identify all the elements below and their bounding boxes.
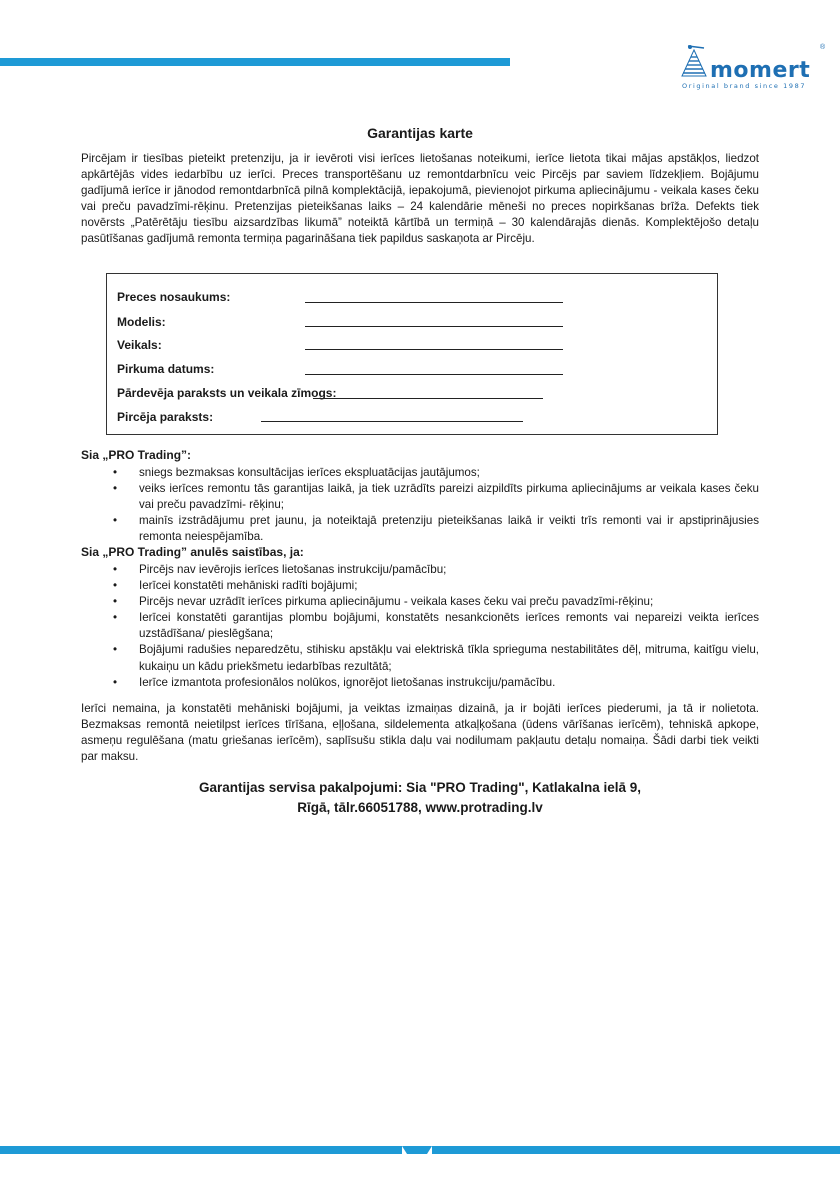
list-item <box>81 578 759 594</box>
bullet-icon: • <box>113 563 118 576</box>
model-label: Modelis: <box>117 315 166 329</box>
buyer-signature-field[interactable] <box>261 421 523 422</box>
list-item-text: veiks ierīces remontu tās garantijas laikā, ja tiek uzrādīts pareizi aizpildīts pirkuma apliecinājums ar veikala kases čeku vai preču pavadzīmi- rēķinu; <box>139 482 759 512</box>
list-item-text: Ierīcei konstatēti mehāniski radīti bojājumi; <box>139 579 358 593</box>
bullet-icon: • <box>113 643 118 657</box>
footer-accent-bar-left <box>0 1146 402 1154</box>
bullet-icon: • <box>113 611 118 625</box>
list-item-text: Pircējs nevar uzrādīt ierīces pirkuma apliecinājumu - veikala kases čeku vai preču pavadzīmi-rēķinu; <box>139 595 654 609</box>
cancel-heading: Sia „PRO Trading” anulēs saistības, ja: <box>81 545 304 559</box>
list-item-text: Ierīce izmantota profesionālos nolūkos, ignorējot lietošanas instrukciju/pamācību. <box>139 675 556 689</box>
service-line-2: Rīgā, tālr.66051788, www.protrading.lv <box>297 800 543 815</box>
purchase-date-field[interactable] <box>305 374 563 375</box>
momert-logo <box>674 42 826 94</box>
bullet-icon: • <box>113 595 118 609</box>
product-name-label: Preces nosaukums: <box>117 290 231 304</box>
page-tab-shape <box>402 1146 432 1154</box>
warranty-form <box>106 273 718 435</box>
footer-paragraph: Ierīci nemaina, ja konstatēti mehāniski bojājumi, ja veiktas izmaiņas dizainā, ja ir bojāti ierīces piederumi, ja tā ir nolietota. Bezmaksas remontā neietilpst ierīces tīrīšana, eļļošana, sildelementa atkaļķošana (ūdens vārīšanas ierīcēm), tehniskā apkope, asmeņu regulēšana (matu griešanas ierīcēm), saplīsušu stikla daļu vai nodilumam pakļautu detaļu nomaiņa. Šādi darbi tiek veikti par maksu. <box>81 702 759 764</box>
list-item <box>81 642 759 674</box>
seller-signature-field[interactable] <box>313 398 543 399</box>
list-item <box>81 594 759 610</box>
model-field[interactable] <box>305 326 563 327</box>
obligations-heading: Sia „PRO Trading”: <box>81 448 192 462</box>
list-item-text: sniegs bezmaksas konsultācijas ierīces ekspluatācijas jautājumos; <box>139 466 480 479</box>
bullet-icon: • <box>113 514 118 528</box>
list-item <box>81 675 759 691</box>
service-info <box>0 778 840 818</box>
list-item-text: Pircējs nav ievērojis ierīces lietošanas instrukciju/pamācību; <box>139 563 447 576</box>
purchase-date-label: Pirkuma datums: <box>117 362 215 376</box>
obligations-list <box>81 465 759 545</box>
logo-registered-mark: ® <box>820 44 826 51</box>
cancel-conditions-list <box>81 562 759 691</box>
bullet-icon: • <box>113 466 118 479</box>
header-accent-bar <box>0 58 510 66</box>
logo-wordmark: momert <box>710 58 811 83</box>
bullet-icon: • <box>113 675 118 689</box>
logo-tagline: Original brand since 1987 <box>682 82 807 90</box>
bullet-icon: • <box>113 579 118 593</box>
list-item-text: mainīs izstrādājumu pret jaunu, ja noteiktajā pretenziju pieteikšanas laikā ir veikti trīs remonti vai ir apstiprinājusies remonta neiespējamība. <box>139 514 759 544</box>
buyer-signature-label: Pircēja paraksts: <box>117 410 214 424</box>
shop-label: Veikals: <box>117 338 162 352</box>
list-item <box>81 610 759 642</box>
footer-accent-bar-right <box>432 1146 840 1154</box>
shop-field[interactable] <box>305 349 563 350</box>
pyramid-icon <box>674 42 714 82</box>
list-item-text: Bojājumi radušies neparedzētu, stihisku apstākļu vai elektriskā tīkla sprieguma nestabilitātes dēļ, mitruma, kaitīgu vielu, kukaiņu un kādu priekšmetu iedarbības rezultātā; <box>139 643 759 673</box>
page-title: Garantijas karte <box>367 125 473 141</box>
bullet-icon: • <box>113 482 118 496</box>
intro-paragraph: Pircējam ir tiesības pieteikt pretenziju, ja ir ievēroti visi ierīces lietošanas noteikumi, ierīce lietota tikai mājas apstākļos, liedzot apkārtējās vides iedarbību uz ierīci. Preces transportēšanu uz remontdarbnīcu veic Pircējs par saviem līdzekļiem. Bojājumu gadījumā ierīce ir jānodod remontdarbnīcā pilnā komplektācijā, iepakojumā, pievienojot pirkuma apliecinājumu - veikala kases čeku vai preču pavadzīmi-rēķinu. Pretenzijas pieteikšanas laiks – 24 kalendārie mēneši no preces nopirkšanas brīža. Defekts tiek novērsts „Patērētāju tiesību aizsardzības likumā” noteiktā kārtībā un termiņā – 30 kalendārajās dienās. Komplektējošo detaļu pasūtīšanas gadījumā remonta termiņa pagarināšana tiek papildus saskaņota ar Pircēju. <box>81 152 759 246</box>
list-item <box>81 465 759 481</box>
list-item-text: Ierīcei konstatēti garantijas plombu bojājumi, konstatēts nesankcionēts ierīces remonts vai nepareizi veikta ierīces uzstādīšana/ pieslēgšana; <box>139 611 759 641</box>
seller-signature-label: Pārdevēja paraksts un veikala zīmogs: <box>117 386 337 400</box>
service-line-1: Garantijas servisa pakalpojumi: Sia "PRO Trading", Katlakalna ielā 9, <box>199 780 641 795</box>
list-item <box>81 562 759 578</box>
list-item <box>81 513 759 545</box>
list-item <box>81 481 759 513</box>
product-name-field[interactable] <box>305 302 563 303</box>
